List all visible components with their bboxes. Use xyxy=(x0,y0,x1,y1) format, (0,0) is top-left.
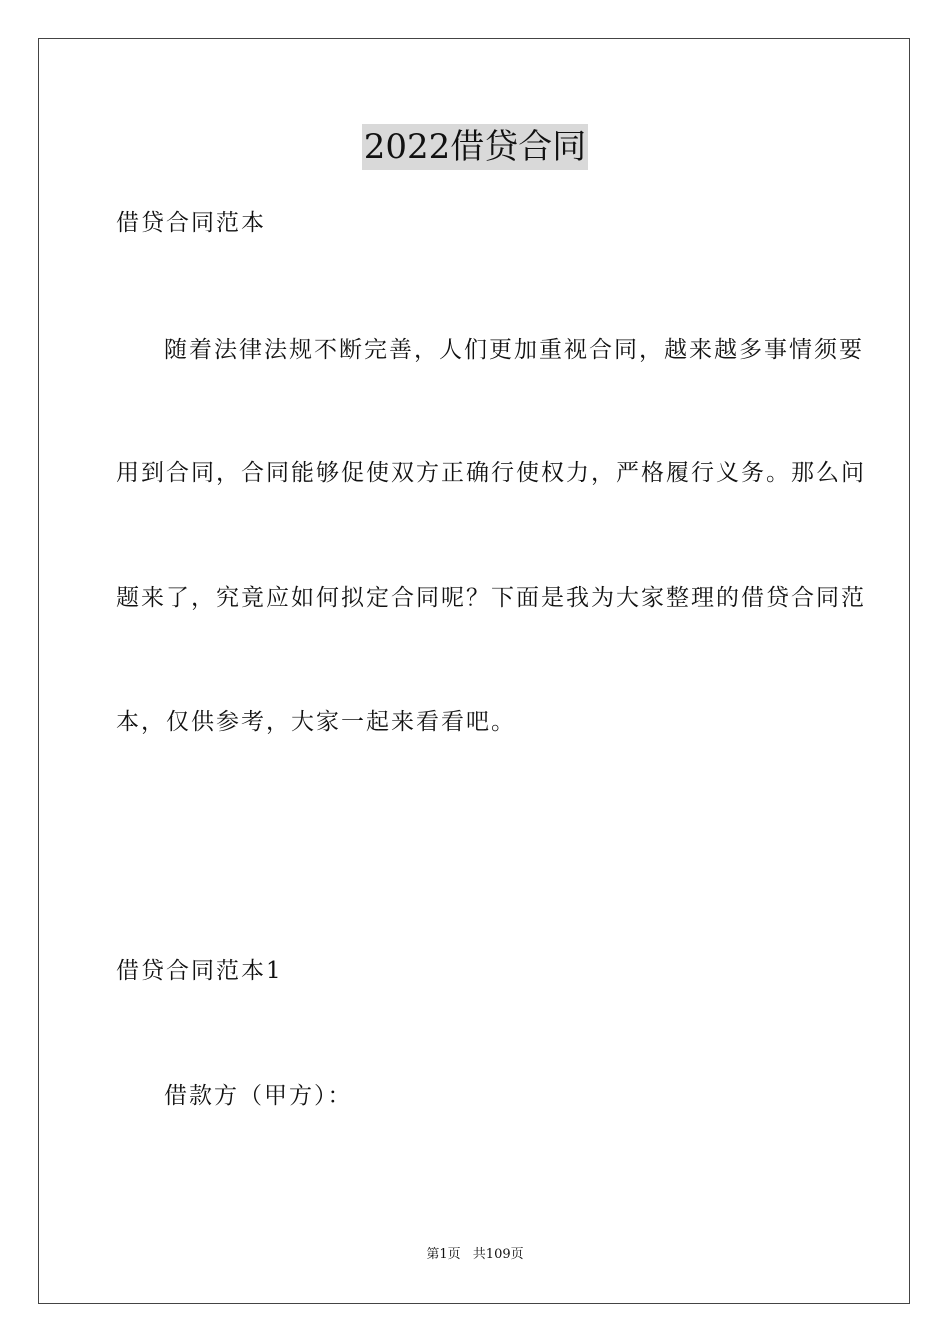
page-footer xyxy=(0,1246,950,1264)
document-subtitle: 借贷合同范本 xyxy=(116,210,266,236)
intro-line-2: 用到合同，合同能够促使双方正确行使权力，严格履行义务。那么问 xyxy=(116,460,866,486)
title-container xyxy=(0,124,950,170)
intro-line-3: 题来了，究竟应如何拟定合同呢？下面是我为大家整理的借贷合同范 xyxy=(116,585,866,611)
section-heading: 借贷合同范本1 xyxy=(116,958,283,984)
document-title: 2022借贷合同 xyxy=(362,124,589,170)
page-number: 第1页 xyxy=(426,1247,461,1262)
lender-label: 借款方（甲方）： xyxy=(164,1083,353,1109)
intro-line-1: 随着法律法规不断完善，人们更加重视合同，越来越多事情须要 xyxy=(164,337,864,363)
intro-line-4: 本，仅供参考，大家一起来看看吧。 xyxy=(116,709,516,735)
page-total: 共109页 xyxy=(472,1247,524,1262)
